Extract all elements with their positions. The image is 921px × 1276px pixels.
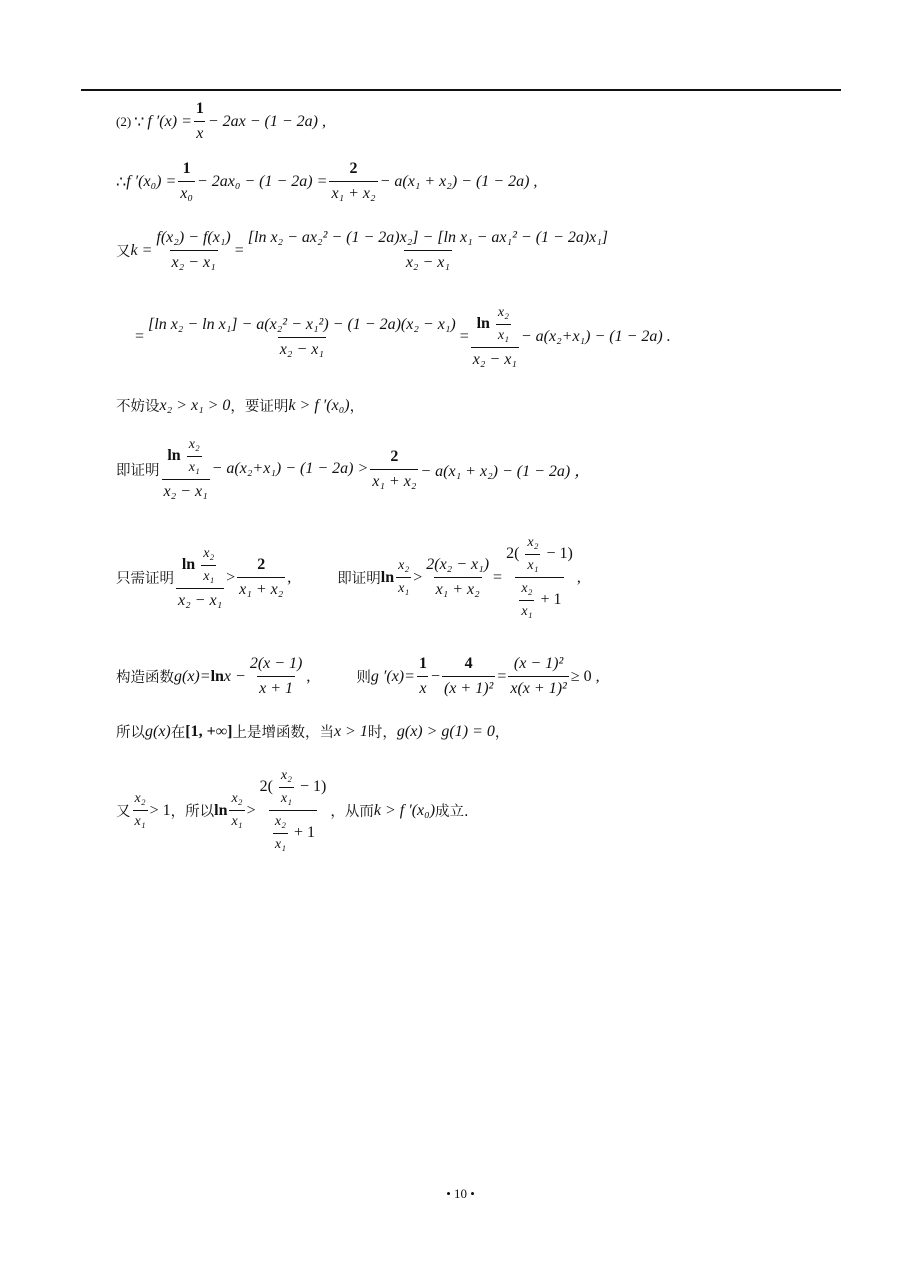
solution-line-derivative	[116, 100, 326, 143]
ratio-x2-x1: $\frac{\text{x₂}}{\text{x₁}}$	[134, 791, 146, 829]
fraction-1-over-x0: $\frac{1}{\text{x₀}}$	[180, 160, 193, 202]
gprime-result-fraction: $\frac{\text{(x − 1)²}}{\text{x(x + 1)²}}$	[510, 655, 567, 697]
slope-fraction-2: $\frac{\text{[ln x₂ − ax₂² − (1 − 2a)x₂] − [ln x₁ − ax₁² − (1 − 2a)x₁]}}{\text{x₂ − x₁}}$	[247, 229, 609, 271]
solution-line-construct-g: 构造函数 g(x)= ln x − $\frac{2(x - 1)}{x + 1}$ , 则 g ′(x)= $\frac{1}{x}$ − $\frac{4}{\text{(x + 1)²}}$ = $\frac{\text{(x − 1)²}}{\text{x(x + 1)²}}$ ≥ 0 ,	[116, 655, 600, 697]
solution-line-fprime-x0	[116, 160, 537, 203]
fraction-2-over-sum: $\frac{2}{\text{x₁ + x₂}}$	[372, 447, 417, 490]
fprime-x0-lhs: f ′(x₀) =	[126, 172, 177, 190]
slope-fraction-1: $\frac{\text{f(x₂) − f(x₁)}}{\text{x₂ − x₁}}$	[156, 229, 231, 271]
ratio-substitution-fraction: 2( $\frac{\text{x₂}}{\text{x₁}}$ − 1) $\frac{\text{x₂}}{\text{x₁}}$ + 1	[259, 768, 327, 852]
fprime-lhs: f ′(x) =	[147, 112, 192, 130]
fraction-1-over-x: $\frac{1}{x}$	[418, 655, 427, 697]
solution-line-slope-simplified: = $\frac{\text{[ln x₂ − ln x₁] − a(x₂² − x₁²) − (1 − 2a)(x₂ − x₁)}}{\text{x₂ − x₁}}$ = ln $\frac{\text{x₂}}{\text{x₁}}$ x₂ − x₁ − a(x₂+x₁) − (1 − 2a) .	[135, 305, 671, 368]
fprime-x0-mid: − 2ax₀ − (1 − 2a) =	[196, 172, 328, 190]
solution-line-monotonic: 所以 g(x) 在 [1, +∞] 上是增函数，当 x > 1 时， g(x) > g(1) = 0 ，	[116, 722, 510, 741]
log-ratio-fraction: ln $\frac{\text{x₂}}{\text{x₁}}$ x₂ − x₁	[178, 545, 223, 609]
log-ratio-fraction: ln $\frac{\text{x₂}}{\text{x₁}}$ x₂ − x₁	[472, 305, 517, 368]
g-fraction: $\frac{2(x - 1)}{x + 1}$	[249, 655, 303, 697]
header-rule	[81, 89, 841, 91]
therefore-symbol: ∴	[116, 173, 127, 191]
fraction-2-over-sum: $\frac{2}{\text{x₁ + x₂}}$	[239, 556, 284, 598]
derivative-rest: − 2ax − (1 − 2a) ,	[207, 112, 327, 130]
fraction-diff-over-sum: $\frac{\text{2(x₂ − x₁)}}{\text{x₁ + x₂}}$	[426, 556, 490, 598]
fraction-1-over-x: $\frac{1}{x}$	[195, 100, 204, 142]
fraction-4-over-square: $\frac{4}{\text{(x + 1)²}}$	[443, 655, 494, 697]
k-lhs: k =	[130, 241, 153, 259]
log-ratio-fraction: ln $\frac{\text{x₂}}{\text{x₁}}$ x₂ − x₁	[163, 437, 208, 500]
solution-line-conclusion: 又 $\frac{\text{x₂}}{\text{x₁}}$ > 1 ，所以 ln $\frac{\text{x₂}}{\text{x₁}}$ > 2( $\frac{\text{x₂}}{\text{x₁}}$ − 1) $\frac{\text{x₂}}{\text{x₁}}$ + 1 ，从而 k > f ′(x₀) 成立.	[116, 768, 469, 852]
label-you: 又	[116, 244, 131, 260]
fprime-x0-rest: − a(x₁ + x₂) − (1 − 2a) ,	[379, 172, 538, 190]
fraction-2-over-sum: $\frac{2}{\text{x₁ + x₂}}$	[331, 160, 376, 202]
because-symbol: ∵	[134, 113, 145, 131]
solution-line-prove-1: 即证明 ln $\frac{\text{x₂}}{\text{x₁}}$ x₂ − x₁ − a(x₂+x₁) − (1 − 2a) > $\frac{2}{\text{x₁ + x₂}}$ − a(x₁ + x₂) − (1 − 2a) ，	[116, 437, 591, 500]
simplified-fraction: $\frac{\text{[ln x₂ − ln x₁] − a(x₂² − x₁²) − (1 − 2a)(x₂ − x₁)}}{\text{x₂ − x₁}}$	[148, 315, 456, 358]
solution-line-assumption: 不妨设 x₂ > x₁ > 0 ，要证明 k > f ′(x₀) ，	[116, 396, 365, 415]
ratio-substitution-fraction: 2( $\frac{\text{x₂}}{\text{x₁}}$ − 1) $\frac{\text{x₂}}{\text{x₁}}$ + 1	[506, 535, 573, 619]
ratio-x2-x1: $\frac{\text{x₂}}{\text{x₁}}$	[231, 791, 243, 829]
page-number: • 10 •	[446, 1186, 475, 1201]
ratio-x2-x1: $\frac{\text{x₂}}{\text{x₁}}$	[398, 558, 410, 596]
part-label: (2)	[116, 113, 132, 129]
solution-line-slope-k: 又 k = $\frac{\text{f(x₂) − f(x₁)}}{\text{x₂ − x₁}}$ = $\frac{\text{[ln x₂ − ax₂² − (1 − 2a)x₂] − [ln x₁ − ax₁² − (1 − 2a)x₁]}}{\text{x₂ − x₁}}$	[116, 229, 609, 271]
solution-line-prove-2: 只需证明 ln $\frac{\text{x₂}}{\text{x₁}}$ x₂ − x₁ > $\frac{2}{\text{x₁ + x₂}}$ , 即证明 ln $\frac{\text{x₂}}{\text{x₁}}$ > $\frac{\text{2(x₂ − x₁)}}{\text{x₁ + x₂}}$ = 2( $\frac{\text{x₂}}{\text{x₁}}$ − 1) $\frac{\text{x₂}}{\text{x₁}}$ + 1 ,	[116, 535, 581, 619]
